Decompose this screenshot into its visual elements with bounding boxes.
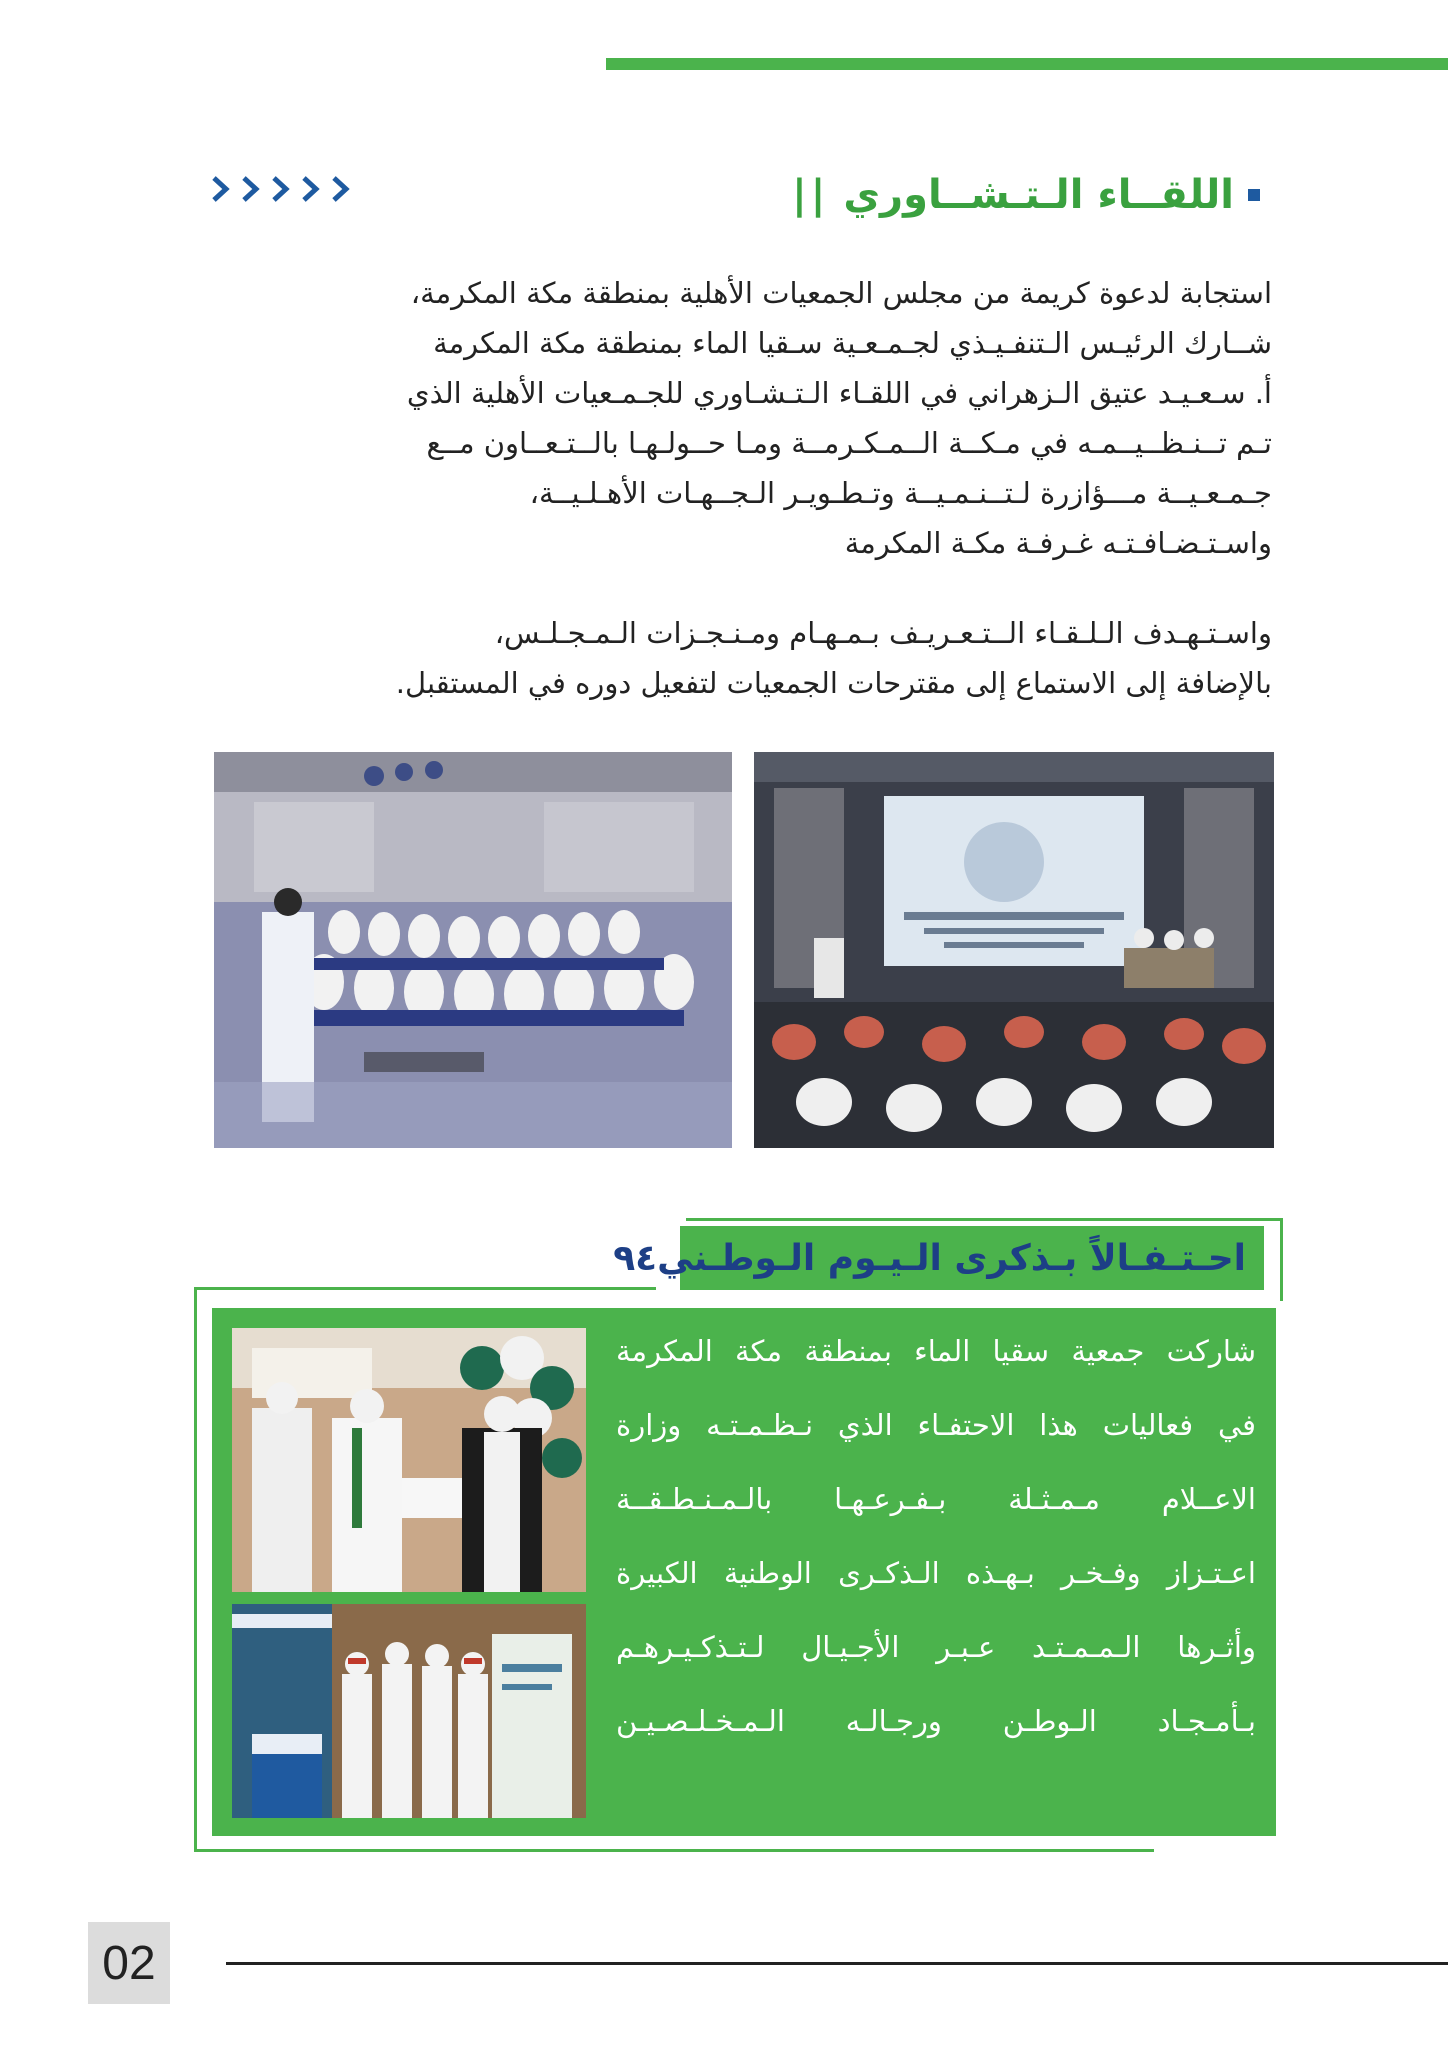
booth-team-photo bbox=[232, 1604, 586, 1818]
paragraph-line: تـم تــنـظــيــمـه في مـكــة الــمـكـرمــة ومـا حــولـهـا بالــتـعــاون مــع bbox=[426, 426, 1272, 460]
national-day-heading: احـتـفـالاً بـذكرى الـيـوم الـوطـني٩٤ bbox=[613, 1237, 1246, 1279]
certificate-ceremony-photo bbox=[232, 1328, 586, 1592]
title-bars: || bbox=[792, 172, 830, 218]
frame-line-top bbox=[194, 1287, 656, 1290]
paragraph-line: أ. سـعـيـد عتيق الـزهراني في اللقـاء الـتـشـاوري للجـمـعيات الأهلية الذي bbox=[406, 376, 1272, 410]
panel-line: وأثـرها الـمـمـتـد عـبـر الأجـيـال لـتـذكـيـرهـم bbox=[616, 1630, 1256, 1664]
goal-paragraph bbox=[206, 608, 1272, 708]
national-day-heading-box bbox=[613, 1226, 1264, 1290]
section-title bbox=[792, 172, 1260, 218]
panel-line: شاركت جمعية سقيا الماء بمنطقة مكة المكرمة bbox=[616, 1334, 1256, 1368]
frame-line-bottom bbox=[194, 1849, 1154, 1852]
meeting-audience-photo bbox=[214, 752, 732, 1148]
panel-line: بـأمـجـاد الـوطـن ورجـالـه الـمـخـلـصـيـن bbox=[616, 1704, 1256, 1738]
page-number: 02 bbox=[88, 1922, 170, 2004]
chevron-arrows-icon bbox=[208, 174, 354, 204]
top-green-rule bbox=[606, 58, 1448, 70]
paragraph-line: بالإضافة إلى الاستماع إلى مقترحات الجمعيات لتفعيل دوره في المستقبل. bbox=[395, 666, 1272, 700]
paragraph-line: واسـتـضـافـتـه غـرفـة مكـة المكرمة bbox=[844, 526, 1272, 560]
square-bullet-icon bbox=[1248, 189, 1260, 201]
paragraph-line: شــارك الرئيـس الـتنفـيـذي لجـمـعـية سـقيا الماء بمنطقة مكة المكرمة bbox=[433, 326, 1272, 360]
paragraph-line: استجابة لدعوة كريمة من مجلس الجمعيات الأهلية بمنطقة مكة المكرمة، bbox=[410, 276, 1272, 310]
panel-line: الاعــلام مـمـثـلة بـفـرعـهـا بالـمـنـطـقــة bbox=[616, 1482, 1256, 1516]
national-day-panel bbox=[212, 1308, 1276, 1836]
paragraph-line: واسـتـهـدف الـلـقـاء الــتـعـريـف بـمـهـام ومـنـجـزات الـمـجـلـس، bbox=[494, 616, 1272, 650]
paragraph-line: جـمـعـيــة مـــؤازرة لـتــنـمـيــة وتـطـويـر الـجــهـات الأهـلـيــة، bbox=[529, 476, 1272, 510]
intro-paragraph bbox=[206, 268, 1272, 568]
bottom-rule bbox=[226, 1962, 1448, 1965]
panel-line: اعـتـزاز وفـخـر بـهـذه الـذكـرى الوطنية الكبيرة bbox=[616, 1556, 1256, 1590]
meeting-stage-photo bbox=[754, 752, 1274, 1148]
frame-line-left bbox=[194, 1287, 197, 1852]
section-title-text: اللقــاء الـتـشــاوري bbox=[843, 172, 1234, 218]
national-day-text bbox=[616, 1314, 1256, 1758]
panel-line: في فعاليات هذا الاحتفـاء الذي نـظـمـتـه وزارة bbox=[616, 1408, 1256, 1442]
